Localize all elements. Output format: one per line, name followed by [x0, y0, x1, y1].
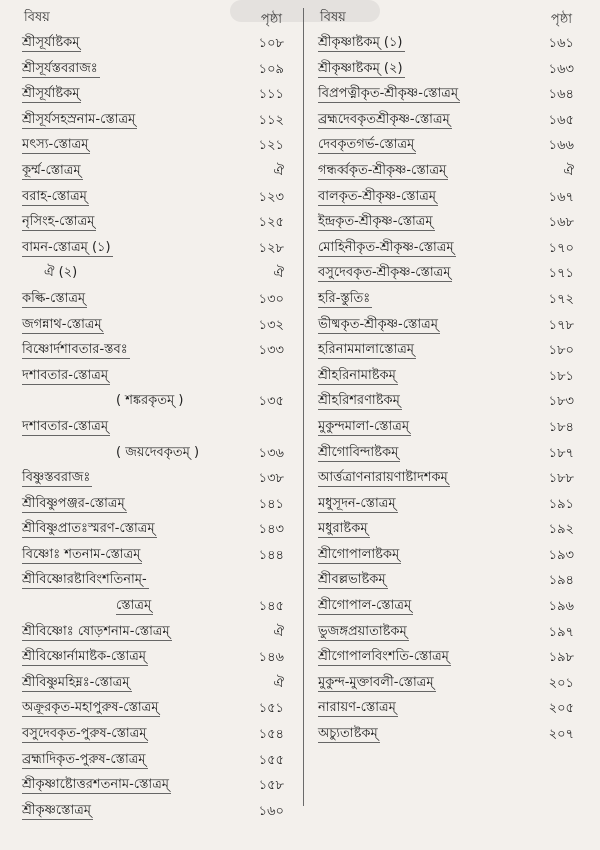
toc-entry — [20, 338, 290, 364]
toc-entry-title: বালকৃত-শ্রীকৃষ্ণ-স্তোত্রম্ — [318, 188, 436, 204]
toc-entry-page: ১৬৬ — [548, 138, 574, 154]
toc-entry-title: কল্কি-স্তোত্রম্ — [22, 290, 86, 306]
toc-entry-title: শ্রীকৃষ্ণাষ্টোত্তরশতনাম-স্তোত্রম্ — [22, 777, 169, 793]
toc-entry — [316, 31, 580, 57]
toc-entry — [316, 133, 580, 159]
toc-entry — [316, 415, 580, 441]
toc-entry — [316, 568, 580, 594]
toc-entry-title: শ্রীসূর্যাষ্টকম্ — [22, 86, 80, 102]
toc-entry — [316, 159, 580, 185]
toc-entry-title: ভীষ্মকৃত-শ্রীকৃষ্ণ-স্তোত্রম্ — [318, 316, 438, 332]
toc-entry-page: ১৫৫ — [258, 752, 284, 768]
toc-entry — [20, 568, 290, 594]
toc-entry-title: বিষ্ণোর্দশাবতার-স্তবঃ — [22, 342, 128, 358]
left-entry-list — [20, 31, 290, 824]
toc-entry — [316, 338, 580, 364]
toc-entry-title: বিষ্ণোঃ শতনাম-স্তোত্রম্ — [22, 546, 141, 562]
toc-entry-page: ১৩০ — [258, 291, 284, 307]
toc-entry-page: ১৪৬ — [258, 650, 284, 666]
toc-entry — [20, 441, 290, 467]
toc-entry-title: শ্রীবিষ্ণোঃ ষোড়শনাম-স্তোত্রম্ — [22, 623, 170, 639]
toc-entry — [20, 287, 290, 313]
toc-entry-page: ১২১ — [258, 138, 284, 154]
toc-entry-title: শ্রীবল্লভাষ্টকম্ — [318, 572, 386, 588]
toc-entry-title: ব্রহ্মদেবকৃতশ্রীকৃষ্ণ-স্তোত্রম্ — [318, 111, 450, 127]
column-divider — [303, 8, 304, 806]
toc-entry-page: ২০১ — [548, 675, 574, 691]
toc-entry-title: বরাহ-স্তোত্রম্ — [22, 188, 87, 204]
toc-entry-page: ১৯২ — [548, 522, 574, 538]
toc-entry-page: ১৬১ — [548, 36, 574, 51]
toc-entry-page: ১৫৪ — [258, 727, 284, 743]
toc-entry-title: মুকুন্দ-মুক্তাবলী-স্তোত্রম্ — [318, 674, 434, 690]
toc-entry-title: ( শঙ্করকৃতম্ ) — [116, 393, 184, 409]
toc-entry-page: ১৬০ — [258, 803, 284, 819]
toc-entry-title: মধুরাষ্টকম্ — [318, 521, 368, 537]
toc-entry-page: ১৫১ — [258, 701, 284, 717]
toc-entry-title: শ্রীবিষ্ণোর্নামাষ্টক-স্তোত্রম্ — [22, 649, 147, 665]
toc-entry — [20, 799, 290, 825]
toc-entry — [20, 594, 290, 620]
toc-entry-title: দশাবতার-স্তোত্রম্ — [22, 418, 109, 434]
toc-entry — [20, 645, 290, 671]
page-heading: পৃষ্ঠা — [550, 12, 572, 27]
toc-entry-title: হরি-স্তুতিঃ — [318, 290, 371, 306]
toc-entry-title: শ্রীহরিনামাষ্টকম্ — [318, 367, 396, 383]
toc-entry-page: ১১১ — [258, 87, 284, 103]
toc-entry-title: মৎস্য-স্তোত্রম্ — [22, 137, 89, 153]
toc-entry-page: ঐ — [563, 163, 574, 179]
toc-entry — [20, 82, 290, 108]
toc-entry — [20, 236, 290, 262]
toc-entry-page: ১৮৩ — [548, 394, 574, 410]
toc-entry-title: স্তোত্রম্ — [116, 598, 152, 614]
toc-entry-title: ঐ (২) — [44, 265, 78, 281]
toc-entry — [316, 57, 580, 83]
toc-entry — [316, 185, 580, 211]
toc-entry-page: ১৮০ — [548, 343, 574, 359]
toc-entry-page: ঐ — [273, 675, 284, 691]
toc-entry-title: শ্রীবিষ্ণোরষ্টাবিংশতিনাম্- — [22, 572, 147, 588]
toc-entry — [316, 82, 580, 108]
toc-entry-page: ১৯৪ — [548, 573, 574, 589]
toc-entry-title: মুকুন্দমালা-স্তোত্রম্ — [318, 418, 410, 434]
toc-entry — [316, 696, 580, 722]
toc-entry-page: ১০৯ — [258, 61, 284, 77]
toc-entry — [316, 645, 580, 671]
toc-entry-title: দশাবতার-স্তোত্রম্ — [22, 367, 109, 383]
toc-entry-page: ১০৮ — [258, 36, 284, 51]
toc-entry — [20, 415, 290, 441]
toc-entry — [20, 313, 290, 339]
toc-entry-page: ১৮৪ — [548, 419, 574, 435]
toc-entry-title: শ্রীসূর্যস্তবরাজঃ — [22, 60, 98, 76]
toc-entry — [316, 594, 580, 620]
right-entry-list — [316, 31, 580, 748]
toc-entry-page: ১৮১ — [548, 368, 574, 384]
toc-entry — [316, 441, 580, 467]
toc-entry-title: নৃসিংহ-স্তোত্রম্ — [22, 214, 95, 230]
toc-entry — [20, 31, 290, 57]
toc-entry — [20, 210, 290, 236]
page-heading: পৃষ্ঠা — [260, 12, 282, 27]
toc-entry-page: ঐ — [273, 266, 284, 282]
toc-entry — [316, 108, 580, 134]
toc-entry-page: ১৪১ — [258, 496, 284, 512]
toc-entry — [20, 671, 290, 697]
toc-entry-page: ১৯৮ — [548, 650, 574, 666]
subject-heading: বিষয় — [24, 10, 50, 25]
toc-entry-page: ১২৮ — [258, 240, 284, 256]
toc-entry-page: ১৭৮ — [548, 317, 574, 333]
toc-entry-title: জগন্নাথ-স্তোত্রম্ — [22, 316, 102, 332]
toc-entry-page: ১৯১ — [548, 496, 574, 512]
toc-entry-page: ১৯৬ — [548, 599, 574, 615]
toc-entry-page: ১৬৭ — [548, 189, 574, 205]
toc-entry — [316, 261, 580, 287]
toc-entry — [20, 159, 290, 185]
toc-entry — [316, 517, 580, 543]
toc-entry — [20, 773, 290, 799]
toc-entry-title: শ্রীগোবিন্দাষ্টকম্ — [318, 444, 399, 460]
toc-entry-page: ১৮৭ — [548, 445, 574, 461]
toc-entry — [316, 364, 580, 390]
left-column-header — [20, 5, 290, 31]
toc-left-column — [20, 5, 290, 824]
toc-entry-title: বিষ্ণুস্তবরাজঃ — [22, 470, 91, 486]
toc-entry — [316, 313, 580, 339]
toc-entry-title: শ্রীকৃষ্ণাষ্টকম্ (১) — [318, 35, 403, 50]
toc-entry — [316, 287, 580, 313]
toc-entry-title: বসুদেবকৃত-পুরুষ-স্তোত্রম্ — [22, 726, 147, 742]
toc-entry-page: ২০৭ — [548, 727, 574, 743]
toc-entry-page: ১৭১ — [548, 266, 574, 282]
toc-entry-page: ১৬৫ — [548, 112, 574, 128]
toc-entry-title: ইন্দ্রকৃত-শ্রীকৃষ্ণ-স্তোত্রম্ — [318, 214, 433, 230]
toc-entry — [20, 108, 290, 134]
toc-entry — [316, 236, 580, 262]
toc-entry-title: মধুসূদন-স্তোত্রম্ — [318, 495, 396, 511]
toc-entry-title: হরিনামমালাস্তোত্রম্ — [318, 342, 415, 358]
toc-entry-page: ১৮৮ — [548, 471, 574, 487]
toc-entry — [316, 210, 580, 236]
toc-entry — [20, 748, 290, 774]
toc-entry-title: দেবকৃতগর্ভ-স্তোত্রম্ — [318, 137, 415, 153]
toc-entry-title: ভুজঙ্গপ্রয়াতাষ্টকম্ — [318, 623, 407, 639]
toc-entry-page: ১২৫ — [258, 215, 284, 231]
toc-entry-page: ১৪৩ — [258, 522, 284, 538]
toc-entry-title: আর্ত্তত্রাণনারায়ণাষ্টাদশকম্ — [318, 470, 448, 486]
toc-entry — [20, 620, 290, 646]
toc-entry-title: মোহিনীকৃত-শ্রীকৃষ্ণ-স্তোত্রম্ — [318, 239, 454, 255]
toc-entry — [316, 543, 580, 569]
toc-entry-page: ঐ — [273, 163, 284, 179]
toc-entry-page: ১৬৩ — [548, 61, 574, 77]
toc-entry-page: ১৯৩ — [548, 547, 574, 563]
toc-entry-page: ২০৫ — [548, 701, 574, 717]
toc-entry-title: শ্রীসূর্যাষ্টকম্ — [22, 35, 80, 50]
toc-entry — [20, 517, 290, 543]
toc-entry — [20, 543, 290, 569]
toc-entry — [316, 620, 580, 646]
toc-entry-page: ১৭০ — [548, 240, 574, 256]
toc-entry-title: শ্রীকৃষ্ণাষ্টকম্ (২) — [318, 60, 403, 76]
toc-entry-title: অচ্যুতাষ্টকম্ — [318, 726, 378, 742]
subject-heading: বিষয় — [320, 10, 346, 25]
toc-entry-page: ১৬৪ — [548, 87, 574, 103]
toc-entry — [20, 261, 290, 287]
toc-entry-page: ১৯৭ — [548, 624, 574, 640]
toc-entry-page: ১৩৩ — [258, 343, 284, 359]
toc-entry-page: ১১২ — [258, 112, 284, 128]
toc-entry — [20, 389, 290, 415]
toc-entry — [316, 389, 580, 415]
toc-entry-page: ১৬৮ — [548, 215, 574, 231]
toc-entry — [20, 492, 290, 518]
toc-entry-title: শ্রীবিষ্ণুমহিম্নঃ-স্তোত্রম্ — [22, 674, 130, 690]
toc-entry-title: বিপ্রপত্নীকৃত-শ্রীকৃষ্ণ-স্তোত্রম্ — [318, 86, 459, 102]
toc-entry-page: ১৩৬ — [258, 445, 284, 461]
toc-entry-title: কূর্ম্ম-স্তোত্রম্ — [22, 162, 81, 178]
toc-entry-title: শ্রীগোপাল-স্তোত্রম্ — [318, 598, 412, 614]
toc-entry-title: শ্রীহরিশরণাষ্টকম্ — [318, 393, 400, 409]
toc-entry-page: ১৪৫ — [258, 599, 284, 615]
toc-entry — [316, 492, 580, 518]
toc-entry-title: শ্রীগোপালবিংশতি-স্তোত্রম্ — [318, 649, 449, 665]
toc-right-column — [316, 5, 580, 748]
toc-entry-title: শ্রীকৃষ্ণস্তোত্রম্ — [22, 802, 92, 818]
toc-entry-page: ১৩৮ — [258, 471, 284, 487]
toc-entry-title: বসুদেবকৃত-শ্রীকৃষ্ণ-স্তোত্রম্ — [318, 265, 451, 281]
toc-entry — [20, 722, 290, 748]
toc-entry-title: ( জয়দেবকৃতম্ ) — [116, 444, 200, 460]
toc-entry-title: শ্রীবিষ্ণুপঞ্জর-স্তোত্রম্ — [22, 495, 125, 511]
toc-entry-title: বামন-স্তোত্রম্ (১) — [22, 239, 111, 255]
toc-entry-page: ১৫৮ — [258, 778, 284, 794]
toc-entry-page: ঐ — [273, 624, 284, 640]
toc-entry — [316, 722, 580, 748]
toc-entry-title: ব্রহ্মাদিকৃত-পুরুষ-স্তোত্রম্ — [22, 751, 146, 767]
toc-entry-title: শ্রীবিষ্ণুপ্রাতঃস্মরণ-স্তোত্রম্ — [22, 521, 155, 537]
right-column-header — [316, 5, 580, 31]
toc-entry — [20, 364, 290, 390]
toc-entry-page: ১৩২ — [258, 317, 284, 333]
toc-entry — [20, 57, 290, 83]
toc-entry-title: অক্রূরকৃত-মহাপুরুষ-স্তোত্রম্ — [22, 700, 159, 716]
toc-entry — [20, 133, 290, 159]
toc-entry-title: শ্রীগোপালাষ্টকম্ — [318, 546, 400, 562]
toc-entry-title: গন্ধর্ব্বকৃত-শ্রীকৃষ্ণ-স্তোত্রম্ — [318, 162, 447, 178]
toc-entry — [20, 466, 290, 492]
toc-entry-page: ১২৩ — [258, 189, 284, 205]
toc-entry-page: ১৩৫ — [258, 394, 284, 410]
toc-entry — [316, 466, 580, 492]
toc-entry-title: নারায়ণ-স্তোত্রম্ — [318, 700, 396, 716]
toc-entry — [316, 671, 580, 697]
toc-entry-page: ১৪৪ — [258, 547, 284, 563]
toc-entry-title: শ্রীসূর্যসহস্রনাম-স্তোত্রম্ — [22, 111, 136, 127]
toc-entry-page: ১৭২ — [548, 291, 574, 307]
toc-entry — [20, 185, 290, 211]
toc-entry — [20, 696, 290, 722]
